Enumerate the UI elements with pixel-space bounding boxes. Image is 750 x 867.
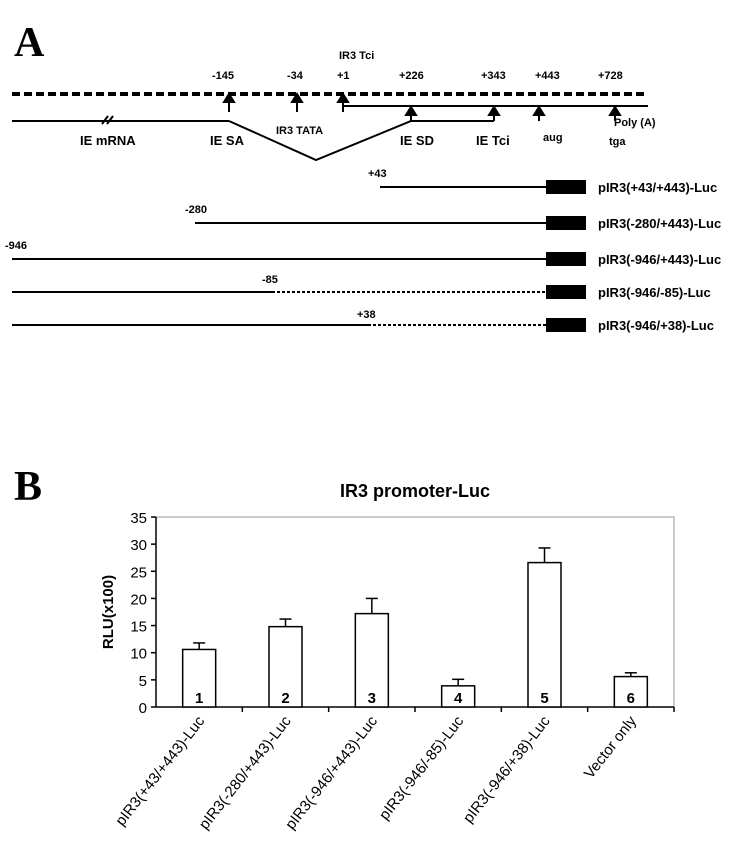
bar-number-label: 1: [194, 690, 204, 707]
x-tick-label: pIR3(-946/-85)-Luc: [375, 712, 468, 824]
chart-title: IR3 promoter-Luc: [339, 481, 491, 501]
construct-2: [185, 204, 721, 231]
y-tick-label: 35: [130, 510, 147, 527]
bar-number-label: 3: [367, 690, 377, 707]
pos-label-5: +343: [481, 70, 506, 82]
construct-1-start: +43: [368, 168, 387, 180]
construct-5: [12, 309, 714, 333]
construct-4-start: -85: [262, 274, 278, 286]
y-tick-label: 5: [138, 672, 147, 690]
label-ie-sa: IE SA: [210, 133, 244, 148]
pos-label-1: -145: [212, 70, 235, 82]
construct-1-name: pIR3(+43/+443)-Luc: [598, 180, 718, 195]
panel-b-letter: B: [14, 464, 43, 510]
construct-2-name: pIR3(-280/+443)-Luc: [598, 216, 722, 231]
construct-4-name: pIR3(-946/-85)-Luc: [598, 285, 711, 300]
label-tga: tga: [609, 136, 626, 148]
transcript-lines: [12, 100, 648, 160]
x-tick-label: pIR3(-280/+443)-Luc: [195, 712, 295, 833]
luc-box: [546, 252, 586, 266]
y-ticks: [130, 510, 156, 717]
map-arrows: [224, 94, 620, 121]
y-tick-label: 10: [130, 645, 147, 663]
construct-3-name: pIR3(-946/+443)-Luc: [598, 252, 722, 267]
y-axis-label: RLU(x100): [100, 574, 117, 650]
x-tick-labels: [112, 707, 674, 833]
luc-box: [546, 318, 586, 332]
x-tick-label: pIR3(+43/+443)-Luc: [112, 712, 209, 830]
y-tick-label: 0: [138, 700, 147, 717]
construct-5-start: +38: [357, 309, 376, 321]
plot-area: [156, 517, 674, 707]
construct-1: [368, 168, 717, 195]
y-tick-label: 30: [130, 537, 147, 555]
pos-label-6: +443: [535, 70, 560, 82]
label-ir3-tci: IR3 Tci: [339, 50, 375, 62]
x-tick-label: Vector only: [580, 712, 640, 782]
construct-3-start: -946: [5, 240, 28, 252]
label-ie-tci: IE Tci: [476, 133, 510, 148]
construct-4: [12, 274, 711, 300]
pos-label-2: -34: [287, 70, 303, 82]
x-tick-label: pIR3(-946/+443)-Luc: [282, 712, 381, 833]
pos-label-3: +1: [337, 70, 350, 82]
y-tick-label: 20: [130, 591, 147, 609]
label-ir3-tata: IR3 TATA: [276, 125, 324, 137]
panel-a-letter: A: [14, 20, 45, 66]
y-tick-label: 25: [130, 564, 147, 582]
bar-number-label: 2: [281, 690, 290, 707]
construct-2-start: -280: [185, 204, 208, 216]
construct-3: [5, 240, 721, 267]
bars: [183, 548, 648, 707]
label-aug: aug: [543, 132, 563, 144]
x-tick-label: pIR3(-946/+38)-Luc: [459, 712, 554, 827]
label-ie-mrna: IE mRNA: [80, 133, 136, 148]
y-tick-label: 15: [130, 618, 147, 636]
bar-number-label: 6: [626, 690, 636, 707]
luc-box: [546, 180, 586, 194]
label-ie-sd: IE SD: [400, 133, 434, 148]
luc-box: [546, 216, 586, 230]
pos-label-7: +728: [598, 70, 623, 82]
bar-number-label: 4: [453, 690, 463, 707]
luc-box: [546, 285, 586, 299]
pos-label-4: +226: [399, 70, 424, 82]
bar-number-label: 5: [540, 690, 549, 707]
bar: [528, 563, 561, 707]
label-poly-a: Poly (A): [614, 117, 656, 129]
construct-5-name: pIR3(-946/+38)-Luc: [598, 318, 714, 333]
